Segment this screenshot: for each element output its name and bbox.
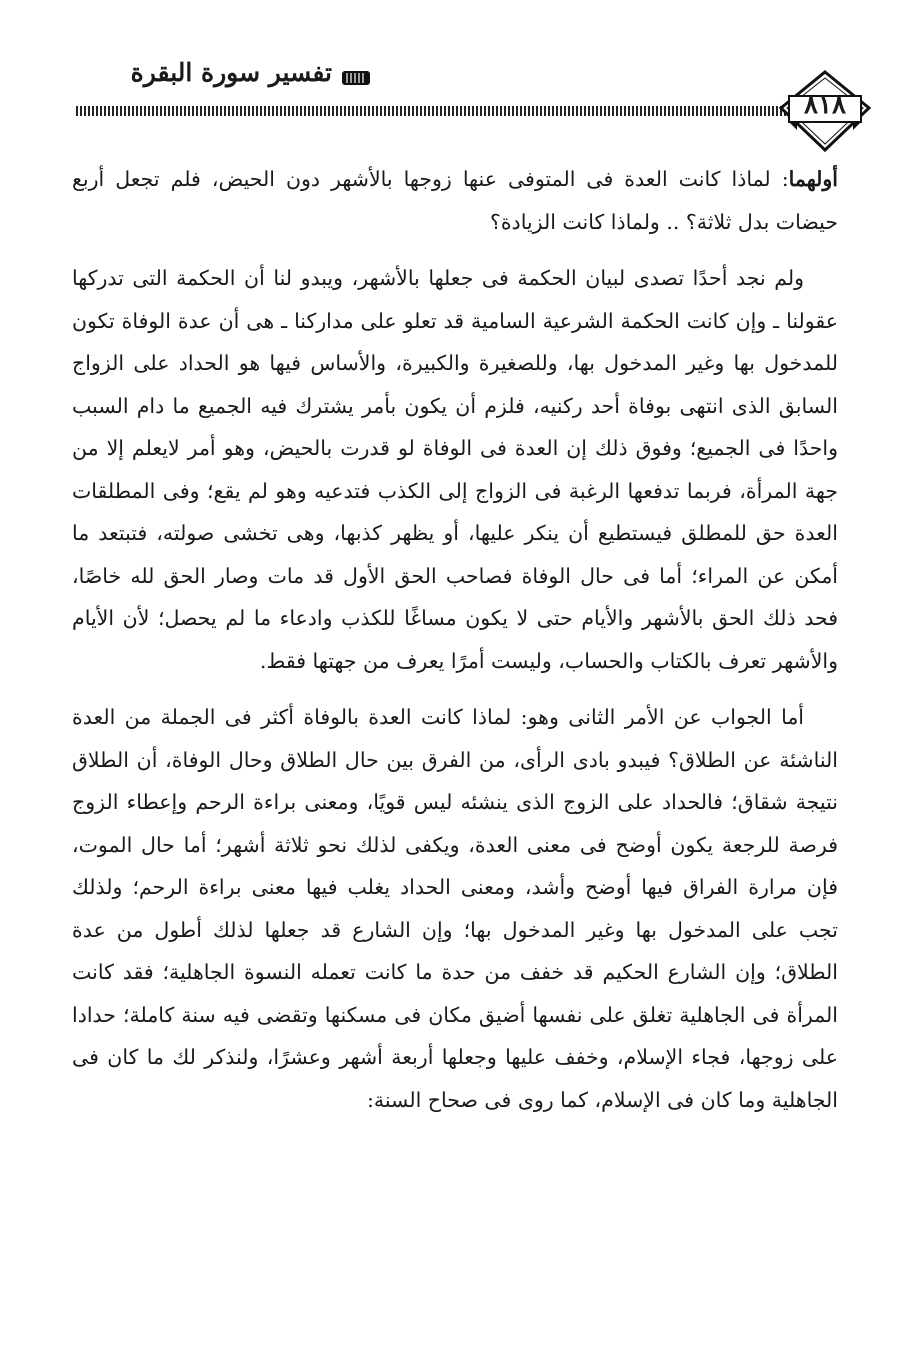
running-header <box>80 58 370 87</box>
paragraph-2: ولم نجد أحدًا تصدى لبيان الحكمة فى جعلها بالأشهر، ويبدو لنا أن الحكمة التى تدركها عقولنا ـ وإن كانت الحكمة الشرعية السامية قد تعلو على مداركنا ـ هى أن عدة الوفاة تكون للمدخول بها وغير المدخول بها، وللصغيرة والكبيرة، والأساس فيها هو الحداد على الزواج السابق الذى انتهى بوفاة أحد ركنيه، فلزم أن يكون بأمر يشترك فيه الجميع ما دام السبب واحدًا فى الجميع؛ وفوق ذلك إن العدة فى الوفاة لو قدرت بالحيض، وهو أمر لايعلم إلا من جهة المرأة، فربما تدفعها الرغبة فى الزواج إلى الكذب فتدعيه وهو لم يقع؛ وفى المطلقات العدة حق للمطلق فيستطيع أن ينكر عليها، أو يظهر كذبها، وهى تخشى صولته، فتبتعد ما أمكن عن المراء؛ أما فى حال الوفاة فصاحب الحق الأول قد مات وصار الحق لله خاصًا، فحد ذلك الحق بالأشهر والأيام حتى لا يكون مساغًا للكذب وادعاء ما لم يحصل؛ لأن الأيام والأشهر تعرف بالكتاب والحساب، وليست أمرًا يعرف من جهتها فقط. <box>72 266 838 673</box>
paragraph-3: أما الجواب عن الأمر الثانى وهو: لماذا كانت العدة بالوفاة أكثر فى الجملة من العدة الناشئة عن الطلاق؟ فيبدو بادى الرأى، من الفرق بين حال الطلاق وحال الوفاة، أن الطلاق نتيجة شقاق؛ فالحداد على الزوج الذى ينشئه ليس قويًا، ومعنى براءة الرحم وإعطاء الزوج فرصة للرجعة يكون أوضح فى معنى العدة، ويكفى لذلك نحو ثلاثة أشهر؛ أما حال الموت، فإن مرارة الفراق فيها أوضح وأشد، ومعنى الحداد يغلب فيها معنى براءة الرحم؛ ولذلك تجب على المدخول بها وغير المدخول بها؛ وإن الشارع قد جعلها لذلك أطول من عدة الطلاق؛ وإن الشارع الحكيم قد خفف من حدة ما كانت تعمله النسوة الجاهلية؛ فقد كانت المرأة فى الجاهلية تغلق على نفسها أضيق مكان فى مسكنها وتقضى فيه سنة كاملة؛ حدادا على زوجها، فجاء الإسلام، وخفف عليها وجعلها أربعة أشهر وعشرًا، ولنذكر لك ما كان فى الجاهلية وما كان فى الإسلام، كما روى فى صحاح السنة: <box>72 705 838 1112</box>
page-body <box>72 158 838 1121</box>
paragraph-1-text: : لماذا كانت العدة فى المتوفى عنها زوجها بالأشهر دون الحيض، فلم تجعل أربع حيضات بدل ثلاثة؟ .. ولماذا كانت الزيادة؟ <box>72 167 838 234</box>
paragraph-1 <box>72 158 838 243</box>
book-title: تفسير سورة البقرة <box>130 58 332 87</box>
header-ornament-icon <box>342 64 370 82</box>
header-divider <box>76 106 792 116</box>
page-number: ٨١٨ <box>804 90 846 120</box>
paragraph-1-lead: أولهما <box>788 167 838 191</box>
